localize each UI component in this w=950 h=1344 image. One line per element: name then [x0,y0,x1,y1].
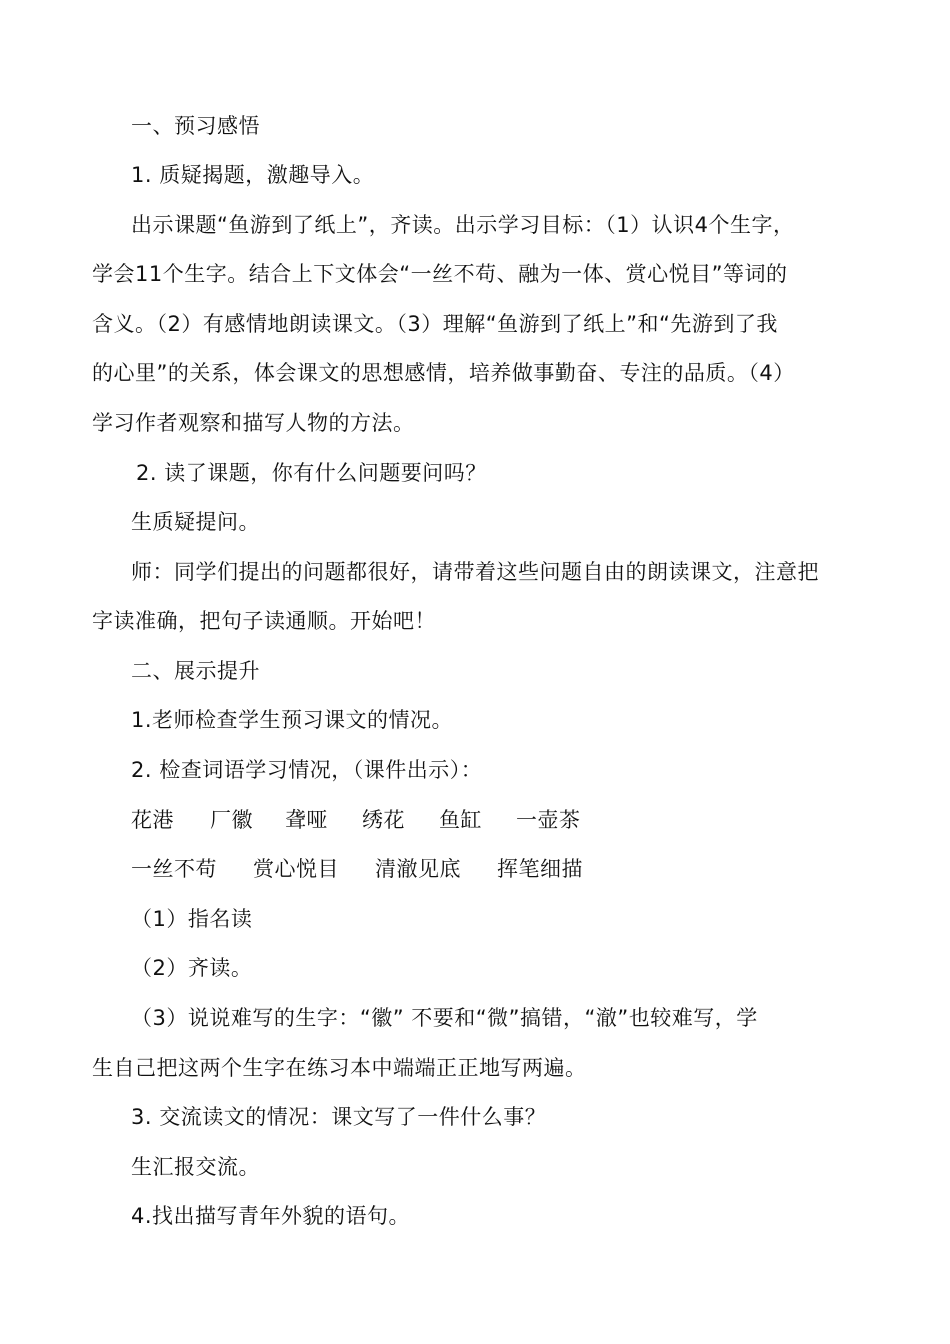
vocab-word: 清澈见底 [375,857,461,881]
paragraph-line: 字读准确，把句子读通顺。开始吧！ [92,609,436,633]
vocab-word: 一丝不苟 [131,857,217,881]
vocab-word: 花港 [131,808,174,832]
step-4-heading: 4.找出描写青年外貌的语句。 [131,1204,411,1228]
vocab-word: 绣花 [362,808,405,832]
vocab-word: 聋哑 [285,808,328,832]
step-1-heading: 1. 质疑揭题，激趣导入。 [131,163,375,187]
paragraph-line: （1）指名读 [131,907,253,931]
paragraph-line: 出示课题“鱼游到了纸上”，齐读。出示学习目标：（1）认识4个生字， [131,213,795,237]
vocab-row-2 [131,854,583,884]
paragraph-line: 学会11个生字。结合上下文体会“一丝不苟、融为一体、赏心悦目”等词的 [92,262,788,286]
paragraph-line: （2）齐读。 [131,956,253,980]
paragraph-line: 的心里”的关系，体会课文的思想感情，培养做事勤奋、专注的品质。（4） [92,361,795,385]
vocab-word: 赏心悦目 [253,857,339,881]
step-2-heading: 2. 读了课题，你有什么问题要问吗？ [136,461,487,485]
vocab-word: 厂徽 [210,808,253,832]
section-heading-preview: 一、预习感悟 [131,114,260,138]
vocab-word: 一壶茶 [516,808,581,832]
paragraph-line: 学习作者观察和描写人物的方法。 [92,411,415,435]
paragraph-line: （3）说说难写的生字：“徽” 不要和“微”搞错，“澈”也较难写，学 [131,1006,758,1030]
paragraph-line: 1.老师检查学生预习课文的情况。 [131,708,454,732]
paragraph-line: 师：同学们提出的问题都很好，请带着这些问题自由的朗读课文，注意把 [131,560,819,584]
section-heading-showcase: 二、展示提升 [131,659,260,683]
paragraph-line: 生汇报交流。 [131,1155,260,1179]
paragraph-line: 2. 检查词语学习情况，（课件出示）： [131,758,483,782]
paragraph-line: 含义。（2）有感情地朗读课文。（3）理解“鱼游到了纸上”和“先游到了我 [92,312,778,336]
vocab-word: 鱼缸 [439,808,482,832]
paragraph-line: 生质疑提问。 [131,510,260,534]
vocab-row-1 [131,805,581,835]
step-3-heading: 3. 交流读文的情况：课文写了一件什么事？ [131,1105,547,1129]
paragraph-line: 生自己把这两个生字在练习本中端端正正地写两遍。 [92,1056,587,1080]
vocab-word: 挥笔细描 [497,857,583,881]
